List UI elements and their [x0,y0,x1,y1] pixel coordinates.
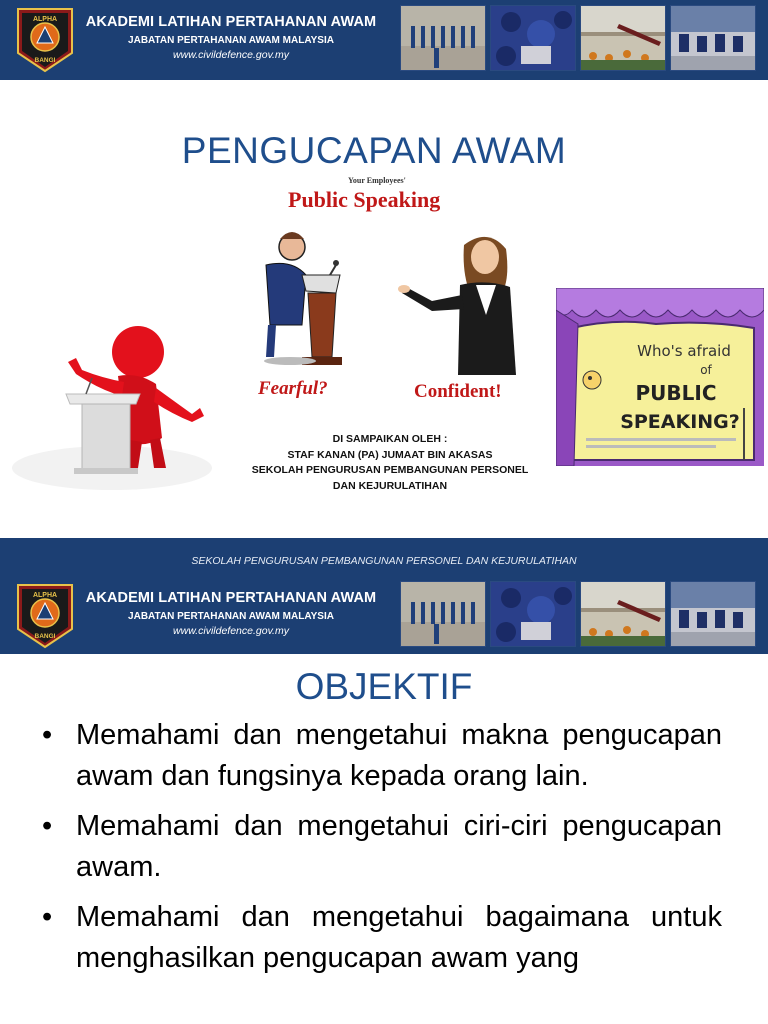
cpr-photo [670,581,756,647]
banner-title: AKADEMI LATIHAN PERTAHANAN AWAM [85,590,377,606]
svg-text:Who's afraid: Who's afraid [637,342,731,360]
presenter-line: STAF KANAN (PA) JUMAAT BIN AKASAS [287,448,493,461]
whos-afraid-cartoon [556,288,764,466]
banner-subtitle: JABATAN PERTAHANAN AWAM MALAYSIA [128,35,334,46]
building-photo [580,5,666,71]
presenter-info [250,432,530,494]
alpha-logo-icon [14,583,76,649]
svg-text:SPEAKING?: SPEAKING? [620,411,740,433]
banner-url: www.civildefence.gov.my [173,625,289,637]
label-fearful: Fearful? [258,378,328,399]
alpha-logo-icon [14,7,76,73]
image-heading: Public Speaking [288,187,441,212]
image-heading-small: Your Employees' [348,176,406,185]
parade-photo [400,581,486,647]
cpr-photo [670,5,756,71]
bullet-icon: • [42,719,53,751]
objective-title: OBJEKTIF [295,666,473,707]
building-photo [580,581,666,647]
header-banner-2 [0,576,768,654]
banner-url: www.civildefence.gov.my [173,49,289,61]
svg-text:BANGI: BANGI [34,633,56,640]
header-banner [0,0,768,80]
objective-list [42,715,722,988]
parade-photo [400,5,486,71]
list-item-text: Memahami dan mengetahui ciri-ciri pengucapan awam. [76,810,722,883]
banner-subtitle: JABATAN PERTAHANAN AWAM MALAYSIA [128,611,334,622]
svg-text:PUBLIC: PUBLIC [635,381,717,405]
bullet-icon: • [42,901,53,933]
presenter-line: DI SAMPAIKAN OLEH : [332,433,448,445]
svg-text:ALPHA: ALPHA [32,592,58,599]
slide-title: PENGUCAPAN AWAM [181,130,567,171]
banner-title: AKADEMI LATIHAN PERTAHANAN AWAM [85,14,377,30]
list-item [42,715,722,797]
svg-text:ALPHA: ALPHA [32,16,58,23]
training-photo [490,581,576,647]
training-photo [490,5,576,71]
svg-text:BANGI: BANGI [34,57,56,64]
label-confident: Confident! [414,381,502,402]
presenter-line: DAN KEJURULATIHAN [332,479,448,492]
list-item [42,897,722,979]
list-item [42,806,722,888]
slide-footer: SEKOLAH PENGURUSAN PEMBANGUNAN PERSONEL DAN KEJURULATIHAN [0,538,768,576]
bullet-icon: • [42,810,53,842]
list-item-text: Memahami dan mengetahui makna pengucapan awam dan fungsinya kepada orang lain. [76,719,722,792]
red-speaker-figure [6,318,218,496]
presenter-line: SEKOLAH PENGURUSAN PEMBANGUNAN PERSONEL [251,464,529,476]
list-item-text: Memahami dan mengetahui bagaimana untuk menghasilkan pengucapan awam yang [76,901,722,974]
svg-text:of: of [700,363,712,377]
